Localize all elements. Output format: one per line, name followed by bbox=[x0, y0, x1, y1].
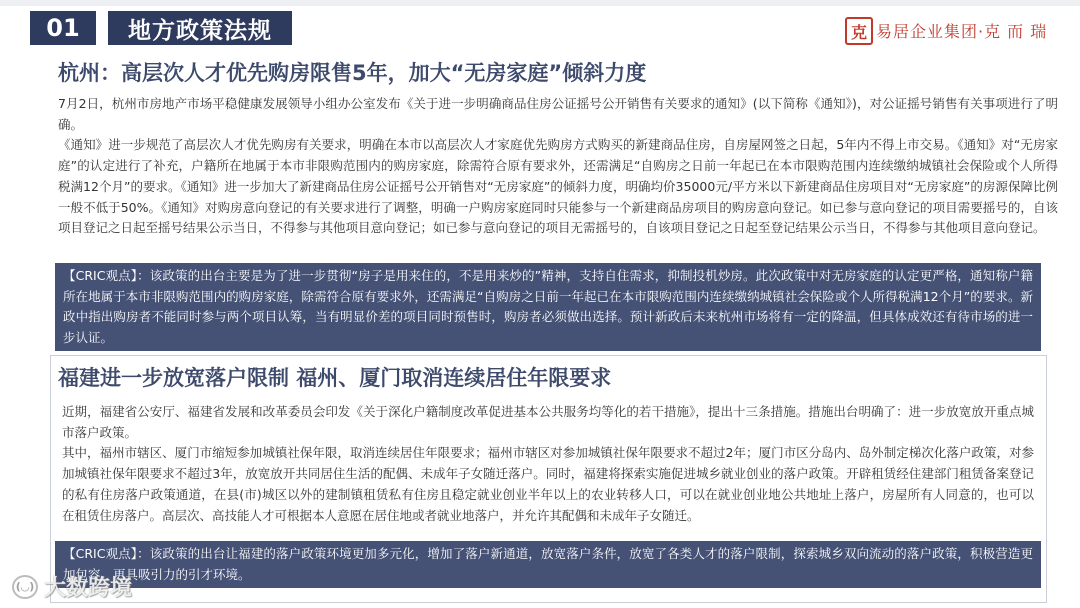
logo-seal-icon: 克 bbox=[845, 17, 873, 45]
section-title: 地方政策法规 bbox=[108, 11, 292, 45]
hangzhou-cric-callout: 【CRIC观点】：该政策的出台主要是为了进一步贯彻“房子是用来住的，不是用来炒的”精神，支持自住需求，抑制投机炒房。此次政策中对无房家庭的认定更严格，通知称户籍所在地属于本市非限购范围内的购房家庭，除需符合原有要求外，还需满足“自购房之日前一年起已在本市限购范围内连续缴纳城镇社会保险或个人所得税满12个月”的要求。新政中指出购房者不能同时参与两个项目认筹，当有明显价差的项目同时预售时，购房者必须做出选择。预计新政后未来杭州市场将有一定的降温，但具体成效还有待市场的进一步认证。 bbox=[55, 263, 1041, 351]
section-number: 01 bbox=[30, 11, 96, 45]
watermark-mark-icon: (◡) bbox=[12, 575, 38, 599]
watermark bbox=[12, 571, 132, 602]
company-logo-text: 易居企业集团·克 而 瑞 bbox=[876, 22, 1048, 41]
fujian-paragraph-2: 其中，福州市辖区、厦门市缩短参加城镇社保年限，取消连续居住年限要求；福州市辖区对参加城镇社保年限要求不超过2年；厦门市区分岛内、岛外制定梯次化落户政策，对参加城镇社保年限要求不超过3年，放宽放开共同居住生活的配偶、未成年子女随迁落户。同时，福建将探索实施促进城乡就业创业的落户政策。开辟租赁经住建部门租赁备案登记的私有住房落户政策通道，在县(市)城区以外的建制镇租赁私有住房且稳定就业创业半年以上的农业转移人口，可以在就业创业地公共地址上落户，房屋所有人同意的，也可以在租赁住房落户。高层次、高技能人才可根据本人意愿在居住地或者就业地落户，并允许其配偶和未成年子女随迁。 bbox=[62, 445, 1034, 523]
hangzhou-paragraph-2: 《通知》进一步规范了高层次人才优先购房有关要求，明确在本市以高层次人才家庭优先购房方式购买的新建商品住房，自房屋网签之日起，5年内不得上市交易。《通知》对“无房家庭”的认定进行了补充，户籍所在地属于本市非限购范围内的购房家庭，除需符合原有要求外，还需满足“自购房之日前一年起已在本市限购范围内连续缴纳城镇社会保险或个人所得税满12个月”的要求。《通知》进一步加大了新建商品住房公证摇号公开销售对“无房家庭”的倾斜力度，明确均价35000元/平方米以下新建商品住房项目对“无房家庭”的房源保障比例一般不低于50%。《通知》对购房意向登记的有关要求进行了调整，明确一户购房家庭同时只能参与一个新建商品房项目的购房意向登记。如已参与意向登记的项目需要摇号的，自该项目登记之日起至摇号结果公示当日，不得参与其他项目意向登记；如已参与意向登记的项目无需摇号的，自该项目登记之日起至登记结果公示当日，不得参与其他项目意向登记。 bbox=[58, 137, 1058, 236]
fujian-paragraph-1: 近期，福建省公安厅、福建省发展和改革委员会印发《关于深化户籍制度改革促进基本公共服务均等化的若干措施》，提出十三条措施。措施出台明确了：进一步放宽放开重点城市落户政策。 bbox=[62, 404, 1034, 440]
fujian-cric-callout: 【CRIC观点】：该政策的出台让福建的落户政策环境更加多元化，增加了落户新通道，放宽落户条件，放宽了各类人才的落户限制，探索城乡双向流动的落户政策，积极营造更加包容、更具吸引力的引才环境。 bbox=[55, 541, 1041, 588]
hangzhou-paragraph-1: 7月2日，杭州市房地产市场平稳健康发展领导小组办公室发布《关于进一步明确商品住房公证摇号公开销售有关要求的通知》(以下简称《通知》)，对公证摇号销售有关事项进行了明确。 bbox=[58, 96, 1058, 132]
watermark-text: 大数跨境 bbox=[44, 576, 133, 601]
top-strip bbox=[0, 0, 1080, 6]
fujian-body bbox=[62, 402, 1034, 526]
fujian-headline: 福建进一步放宽落户限制 福州、厦门取消连续居住年限要求 bbox=[58, 366, 612, 390]
hangzhou-body bbox=[58, 94, 1058, 239]
hangzhou-headline: 杭州：高层次人才优先购房限售5年，加大“无房家庭”倾斜力度 bbox=[58, 61, 647, 85]
